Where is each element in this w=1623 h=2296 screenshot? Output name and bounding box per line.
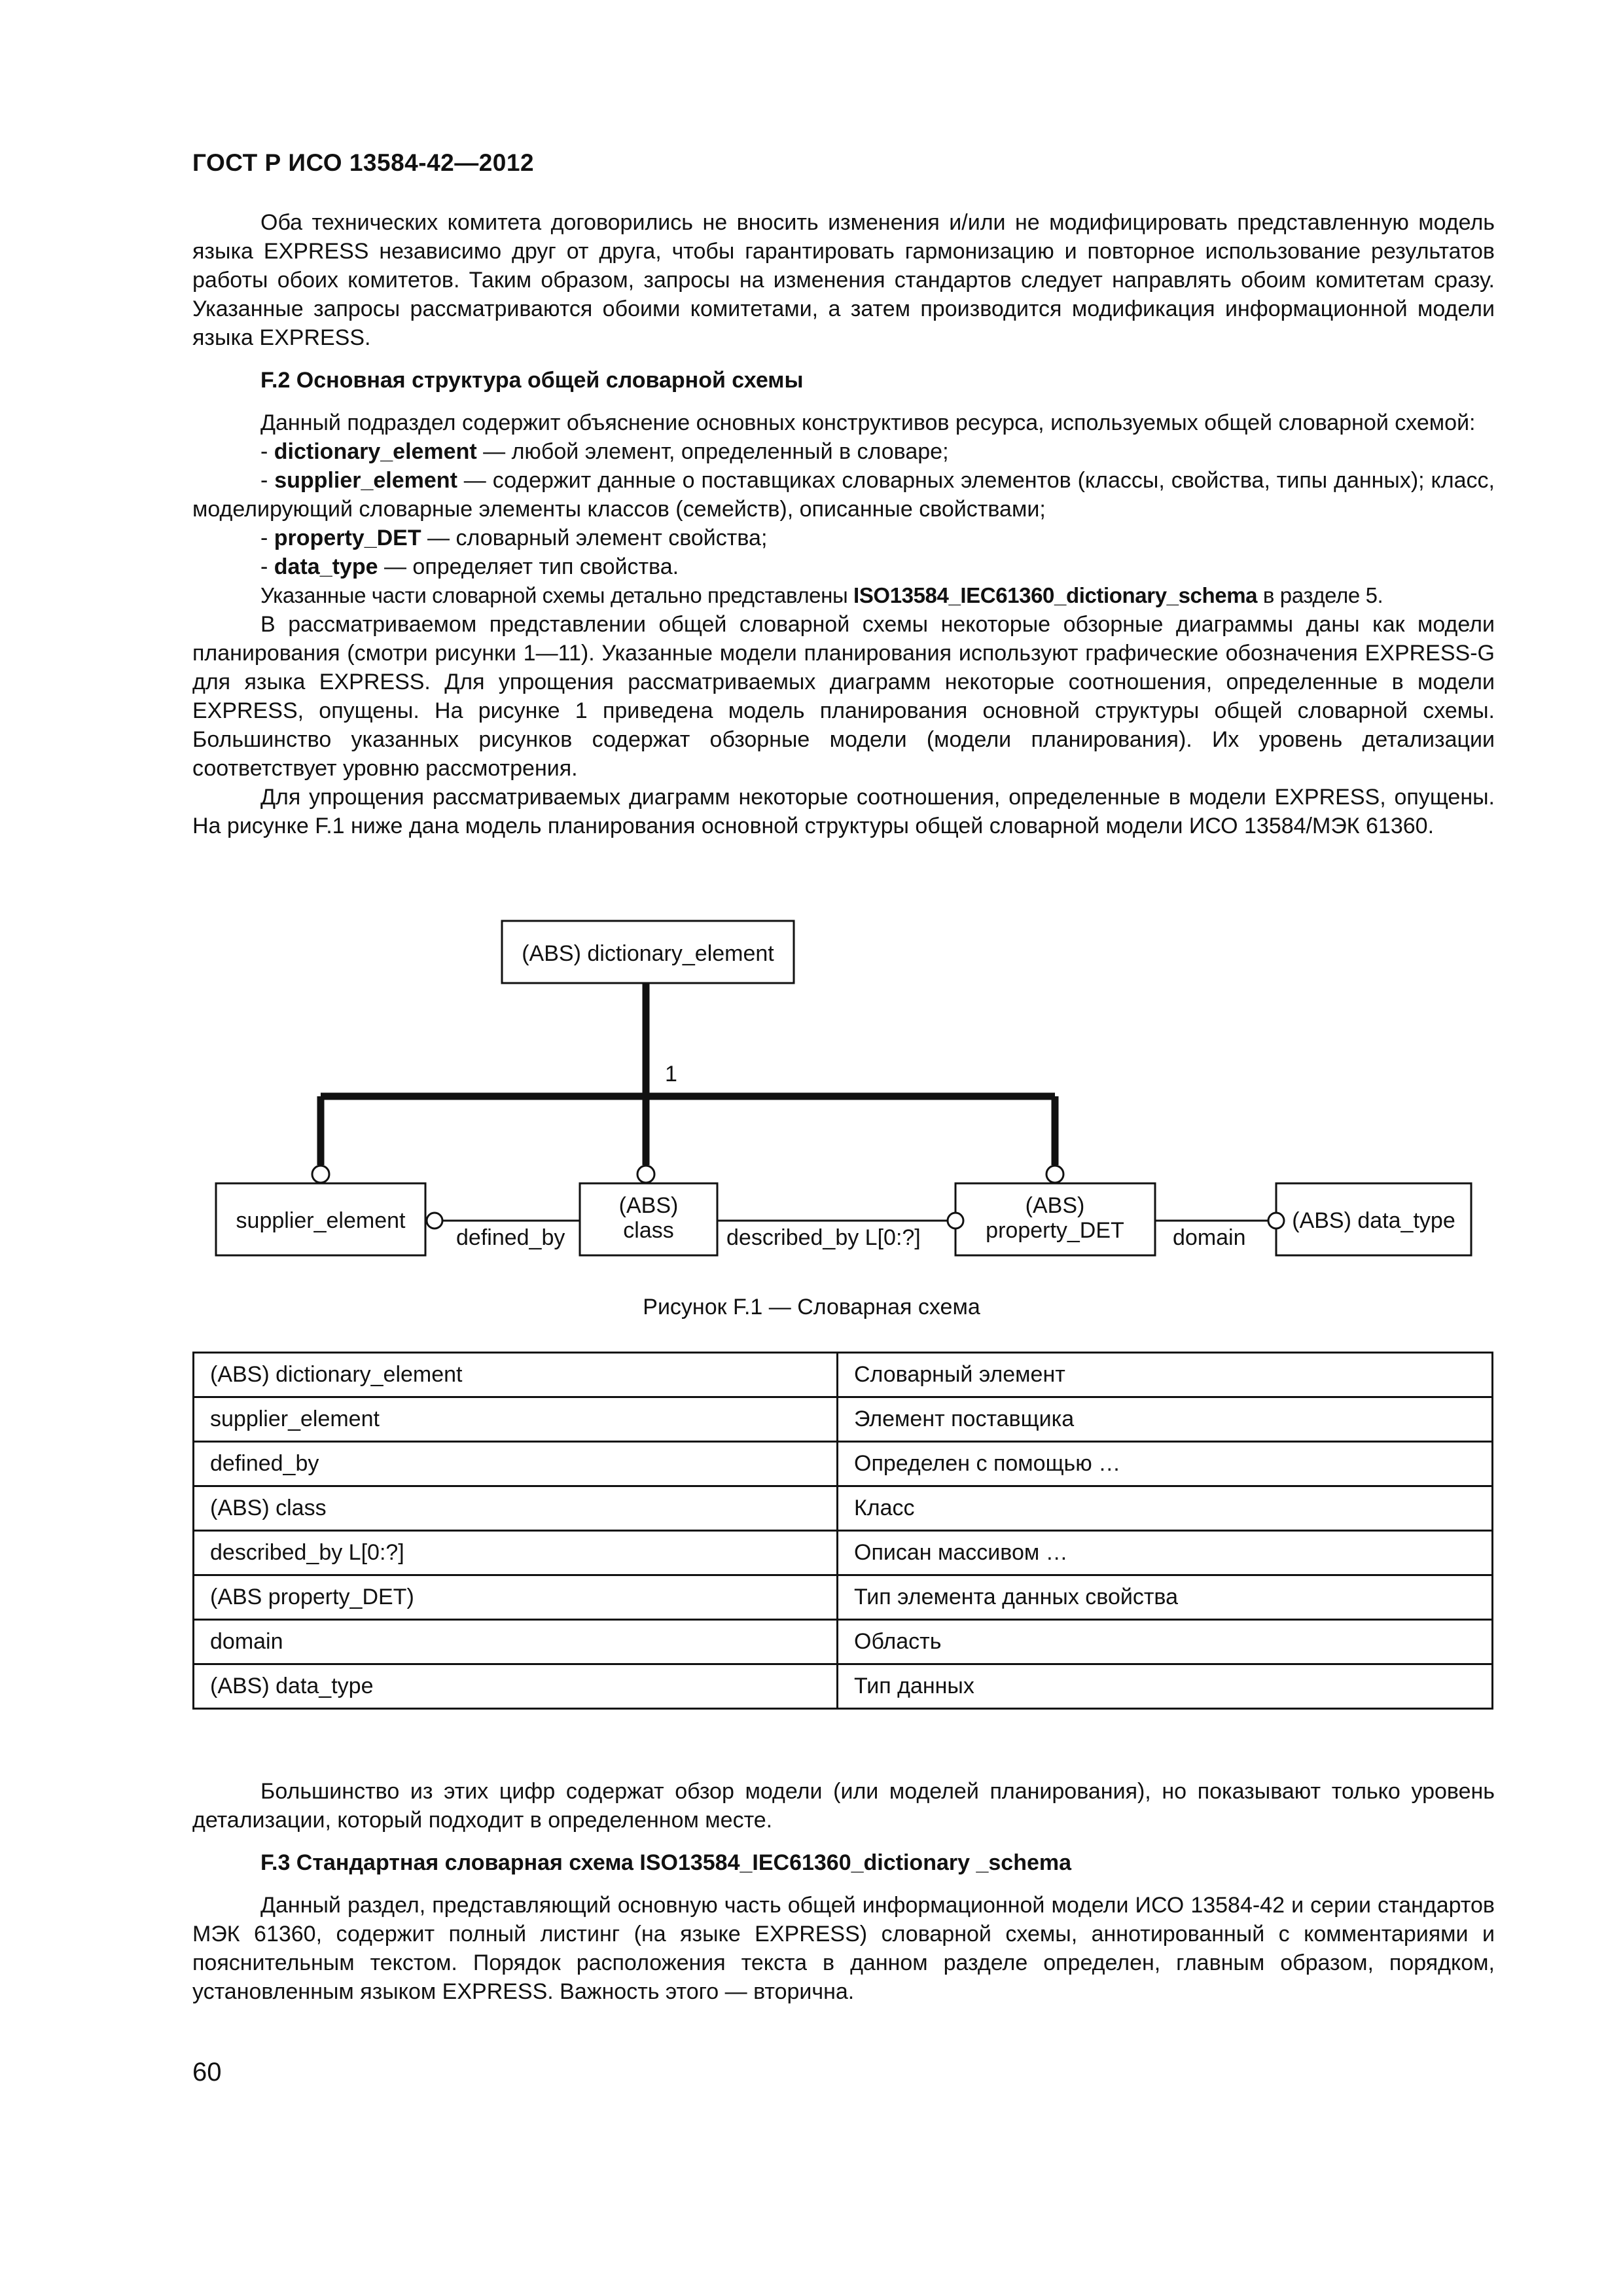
translation-cell: Элемент поставщика (838, 1397, 1493, 1442)
list-term: data_type (274, 554, 378, 579)
schema-reference-paragraph: Указанные части словарной схемы детально представлены ISO13584_IEC61360_dictionary_schema в разделе 5. (260, 583, 1383, 607)
translation-cell: Область (838, 1620, 1493, 1664)
term-cell: (ABS) data_type (194, 1664, 838, 1709)
relation-end-circle (948, 1213, 963, 1229)
table-row (194, 1397, 1493, 1442)
table-row (194, 1575, 1493, 1620)
section-f3-heading: F.3 Стандартная словарная схема ISO13584_IEC61360_dictionary _schema (260, 1850, 1072, 1875)
subtype-end-circle (637, 1166, 654, 1183)
intro-paragraph: Оба технических комитета договорились не вносить изменения и/или не модифицировать представленную модель языка EXPRESS независимо друг от друга, чтобы гарантировать гармонизацию и повторное использование результатов работы обоих комитетов. Таким образом, запросы на изменения стандартов следует направлять обоим комитетам сразу. Указанные запросы рассматриваются обоими комитетами, а затем производится модификация информационной модели языка EXPRESS. (192, 210, 1495, 350)
translation-cell: Тип элемента данных свойства (838, 1575, 1493, 1620)
page-number: 60 (192, 2058, 222, 2087)
f3-paragraph: Данный раздел, представляющий основную часть общей информационной модели ИСО 13584-42 и серии стандартов МЭК 61360, содержит полный листинг (на языке EXPRESS) словарной схемы, аннотированный с комментариями и пояснительным текстом. Порядок расположения текста в данном разделе определен, главным образом, порядком, установленным языком EXPRESS. Важность этого — вторична. (192, 1893, 1495, 2004)
domain-label: domain (1173, 1225, 1246, 1250)
cardinality-label: 1 (665, 1062, 677, 1086)
table-row (194, 1353, 1493, 1397)
term-cell: supplier_element (194, 1397, 838, 1442)
table-row (194, 1531, 1493, 1575)
list-item: - supplier_element — содержит данные о поставщиках словарных элементов (классы, свойства, типы данных); класс, моделирующий словарные элементы классов (семейств), описанные свойствами; (192, 468, 1495, 522)
overview-paragraph: Большинство из этих цифр содержат обзор модели (или моделей планирования), но показывают только уровень детализации, который подходит в определенном месте. (192, 1779, 1495, 1833)
described-by-label: described_by L[0:?] (726, 1225, 921, 1250)
translation-cell: Тип данных (838, 1664, 1493, 1709)
root-entity-label: (ABS) dictionary_element (522, 941, 774, 966)
table-row (194, 1664, 1493, 1709)
planning-paragraph: В рассматриваемом представлении общей словарной схемы некоторые обзорные диаграммы даны как модели планирования (смотри рисунки 1—11). Указанные модели планирования используют графические обозначения EXPRESS-G для языка EXPRESS. Для упрощения рассматриваемых диаграмм некоторые соотношения, определенные в модели EXPRESS, опущены. На рисунке 1 приведена модель планирования основной структуры общей словарной схемы. Большинство указанных рисунков содержат обзорные модели (модели планирования). Их уровень детализации соответствует уровню рассмотрения. (192, 612, 1495, 781)
term-cell: (ABS property_DET) (194, 1575, 838, 1620)
relation-end-circle (427, 1213, 442, 1229)
translation-cell: Класс (838, 1486, 1493, 1531)
term-cell: described_by L[0:?] (194, 1531, 838, 1575)
simplify-paragraph: Для упрощения рассматриваемых диаграмм некоторые соотношения, определенные в модели EXPRESS, опущены. На рисунке F.1 ниже дана модель планирования основной структуры общей словарной модели ИСО 13584/МЭК 61360. (192, 785, 1495, 838)
f2-intro-paragraph: Данный подраздел содержит объяснение основных конструктивов ресурса, используемых общей словарной схемой: (260, 410, 1476, 435)
list-term: dictionary_element (274, 439, 477, 464)
term-cell: (ABS) dictionary_element (194, 1353, 838, 1397)
term-cell: domain (194, 1620, 838, 1664)
table-row (194, 1442, 1493, 1486)
property-entity-label: (ABS) (1025, 1193, 1085, 1218)
supplier-entity-label: supplier_element (236, 1208, 406, 1233)
translation-cell: Определен с помощью … (838, 1442, 1493, 1486)
table-row (194, 1620, 1493, 1664)
datatype-entity-label: (ABS) data_type (1292, 1208, 1455, 1233)
table-row (194, 1486, 1493, 1531)
schema-name: ISO13584_IEC61360_dictionary_schema (853, 583, 1258, 607)
subtype-end-circle (1046, 1166, 1063, 1183)
section-f2-heading: F.2 Основная структура общей словарной схемы (260, 368, 804, 393)
term-cell: (ABS) class (194, 1486, 838, 1531)
lower-text-block (192, 1777, 1495, 2006)
list-item: - data_type — определяет тип свойства. (260, 554, 679, 579)
defined-by-label: defined_by (456, 1225, 565, 1250)
class-entity-label: (ABS) (618, 1193, 679, 1218)
list-term: property_DET (274, 526, 421, 550)
document-header: ГОСТ Р ИСО 13584-42—2012 (192, 149, 535, 176)
figure-caption: Рисунок F.1 — Словарная схема (643, 1295, 980, 1319)
property-entity-label: property_DET (986, 1218, 1124, 1243)
term-cell: defined_by (194, 1442, 838, 1486)
class-entity-label: class (623, 1218, 674, 1243)
subtype-end-circle (312, 1166, 329, 1183)
translation-cell: Словарный элемент (838, 1353, 1493, 1397)
list-item: - dictionary_element — любой элемент, определенный в словаре; (260, 439, 949, 464)
list-item: - property_DET — словарный элемент свойства; (260, 526, 768, 550)
list-term: supplier_element (274, 468, 457, 493)
translation-cell: Описан массивом … (838, 1531, 1493, 1575)
relation-end-circle (1268, 1213, 1284, 1229)
glossary-table (192, 1352, 1493, 1710)
